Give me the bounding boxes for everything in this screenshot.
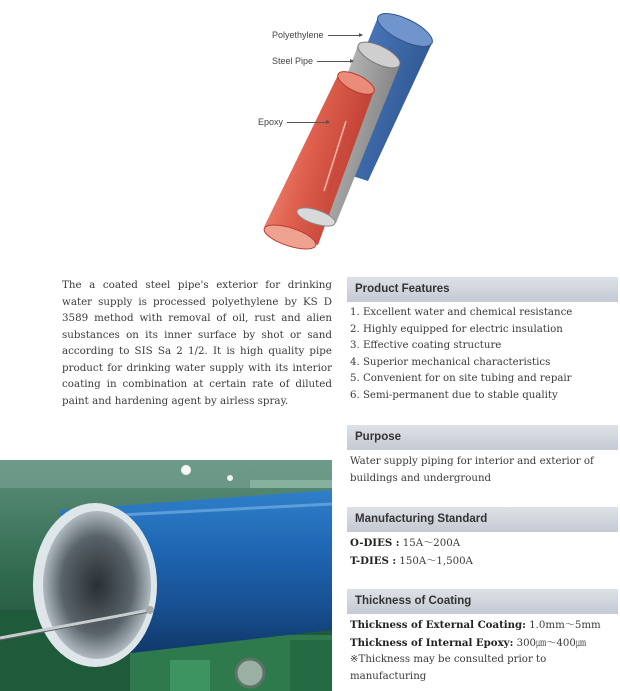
polyethylene-label: Polyethylene [272, 30, 324, 40]
feature-item: 4. Superior mechanical characteristics [350, 356, 551, 368]
epoxy-callout [258, 117, 329, 127]
steel-pipe-label: Steel Pipe [272, 56, 314, 66]
feature-item: 2. Highly equipped for electric insulation [350, 323, 563, 335]
feature-item: 3. Effective coating structure [350, 340, 502, 351]
t-dies-value: 150A～1,500A [399, 555, 473, 567]
product-features-header: Product Features [347, 277, 618, 302]
o-dies-label: O-DIES : [350, 537, 400, 549]
product-description: The a coated steel pipe's exterior for drinking water supply is processed polyethylene by KS D 3589 method with removal of oil, rust and alien substances on its inner surface by shot or sand according to SIS Sa 2 1/2. It is high quality pipe product for drinking water supply with its interior coating in combination at certain rate of diluted paint and hardening agent by airless spray. [62, 279, 332, 407]
steel-pipe-callout [272, 56, 353, 66]
purpose-text: Water supply piping for interior and exterior of buildings and underground [350, 456, 594, 484]
external-coating-value: 1.0mm～5mm [529, 620, 601, 631]
internal-epoxy-row [350, 635, 618, 653]
feature-item: 5. Convenient for on site tubing and repair [350, 373, 572, 384]
factory-pipe-photo [0, 460, 332, 691]
pipe-layers-illustration [250, 5, 450, 260]
t-dies-label: T-DIES : [350, 554, 397, 567]
thickness-note: ※Thickness may be consulted prior to manufacturing [350, 654, 547, 682]
epoxy-label: Epoxy [258, 117, 284, 127]
manufacturing-standard-body [350, 535, 618, 570]
pipe-manufacturing-image [0, 460, 332, 691]
internal-epoxy-value: 300㎛～400㎛ [516, 637, 587, 649]
thickness-header: Thickness of Coating [347, 589, 618, 614]
purpose-header: Purpose [347, 425, 618, 450]
feature-item: 6. Semi-permanent due to stable quality [350, 389, 558, 401]
external-coating-label: Thickness of External Coating: [350, 619, 526, 631]
pipe-cross-section-diagram [250, 5, 450, 260]
polyethylene-callout [272, 30, 362, 40]
manufacturing-standard-header: Manufacturing Standard [347, 507, 618, 532]
internal-epoxy-label: Thickness of Internal Epoxy: [350, 636, 514, 649]
t-dies-row [350, 553, 618, 571]
thickness-body [350, 617, 618, 685]
o-dies-row [350, 535, 618, 553]
feature-item: 1. Excellent water and chemical resistance [350, 307, 573, 318]
external-coating-row [350, 617, 618, 635]
product-features-list [350, 305, 618, 404]
o-dies-value: 15A～200A [402, 538, 461, 549]
